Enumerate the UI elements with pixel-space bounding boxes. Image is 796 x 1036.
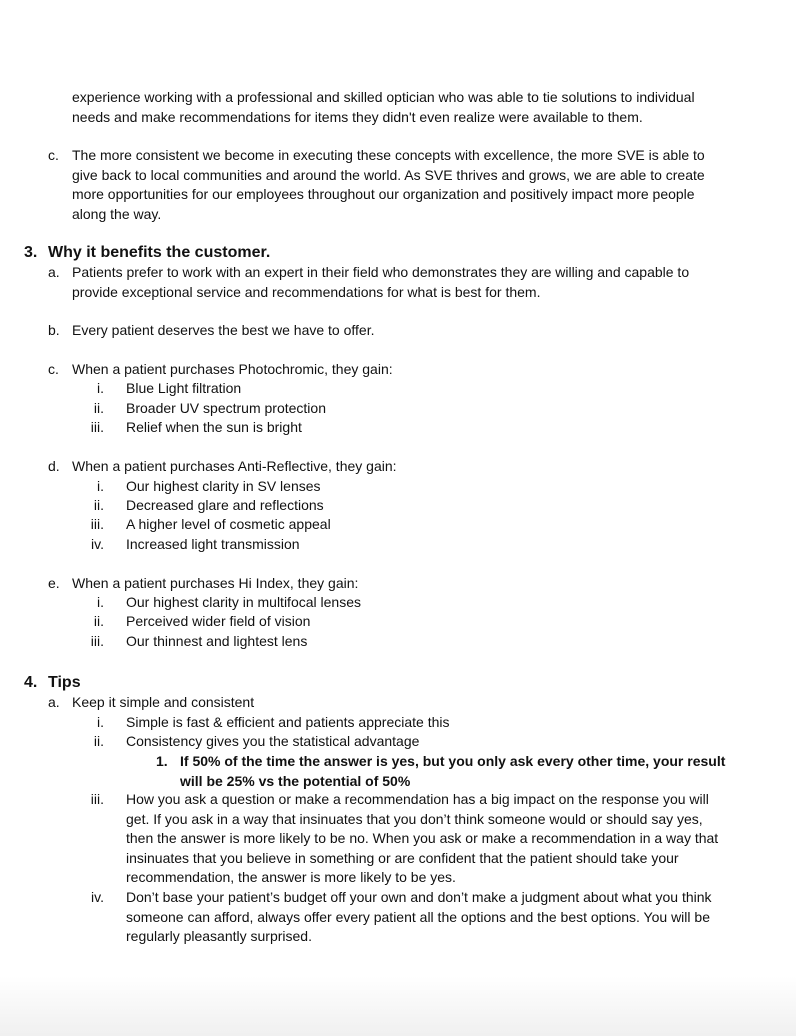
list-item-text: Decreased glare and reflections: [126, 497, 324, 513]
list-marker: e.: [48, 575, 60, 591]
list-marker: iv.: [91, 889, 104, 905]
list-marker: ii.: [93, 400, 104, 416]
list-marker: d.: [48, 458, 60, 474]
list-marker: 4.: [24, 674, 38, 691]
list-item-text: experience working with a professional and skilled optician who was able to tie solutions to individual: [72, 89, 695, 105]
list-item-text: Every patient deserves the best we have to offer.: [72, 322, 375, 338]
list-item-text: someone can afford, always offer every patient all the options and the best options. You will be: [126, 908, 710, 925]
list-item-text: How you ask a question or make a recommendation has a big impact on the response you will: [126, 791, 709, 807]
list-marker: ii.: [93, 497, 104, 513]
list-marker: c.: [48, 147, 59, 163]
list-marker: i.: [97, 380, 104, 396]
list-item-text: needs and make recommendations for items they didn't even realize were available to them.: [72, 108, 643, 125]
list-item-text: give back to local communities and around the world. As SVE thrives and grows, we are able to create: [72, 166, 705, 183]
list-item-text: then the answer is more likely to be no. When you ask or make a recommendation in a way that: [126, 830, 719, 846]
list-marker: iii.: [90, 633, 104, 649]
list-item-text: Consistency gives you the statistical advantage: [126, 733, 420, 749]
list-marker: a.: [48, 264, 60, 280]
list-item-text: insinuates that you believe in something or are confident that the patient should take your: [126, 849, 679, 866]
list-item-text: will be 25% vs the potential of 50%: [180, 772, 411, 789]
list-item-text: Simple is fast & efficient and patients appreciate this: [126, 714, 450, 730]
section-heading: Tips: [48, 674, 81, 691]
list-marker: iii.: [90, 419, 104, 435]
list-item-text: Relief when the sun is bright: [126, 419, 302, 435]
list-item-text: Don’t base your patient’s budget off your own and don’t make a judgment about what you think: [126, 889, 712, 905]
list-item-text: more opportunities for our employees throughout our organization and positively impact more people: [72, 186, 695, 202]
list-item-text: Keep it simple and consistent: [72, 694, 255, 710]
list-marker: iii.: [90, 791, 104, 807]
list-marker: i.: [97, 714, 104, 730]
list-item-text: The more consistent we become in executing these concepts with excellence, the more SVE is able to: [72, 147, 705, 163]
list-item-text: Increased light transmission: [126, 536, 300, 552]
list-marker: i.: [97, 594, 104, 610]
list-item-text: regularly pleasantly surprised.: [126, 928, 312, 944]
list-marker: i.: [97, 478, 104, 494]
list-item-text: Our highest clarity in SV lenses: [126, 478, 321, 494]
list-item-text: provide exceptional service and recommendations for what is best for them.: [72, 283, 541, 300]
list-item-text: Our thinnest and lightest lens: [126, 633, 308, 649]
list-item-text: When a patient purchases Anti-Reflective, they gain:: [72, 458, 397, 474]
list-marker: iii.: [90, 516, 104, 532]
list-marker: ii.: [93, 733, 104, 749]
list-item-text: When a patient purchases Hi Index, they gain:: [72, 575, 359, 591]
list-item-text: recommendation, the answer is more likely to be yes.: [126, 869, 456, 885]
list-item-text: When a patient purchases Photochromic, they gain:: [72, 361, 393, 377]
list-item-text: A higher level of cosmetic appeal: [126, 516, 331, 532]
list-item-text: Blue Light filtration: [126, 380, 242, 396]
list-item-text: along the way.: [72, 205, 162, 222]
list-item-text: Our highest clarity in multifocal lenses: [126, 594, 361, 610]
list-item-text: get. If you ask in a way that insinuates that you don’t think someone would or should say yes,: [126, 810, 703, 827]
list-marker: c.: [48, 361, 59, 377]
list-marker: 3.: [24, 244, 38, 261]
section-heading: Why it benefits the customer.: [48, 244, 271, 261]
list-marker: 1.: [156, 753, 168, 769]
list-marker: iv.: [91, 536, 104, 552]
page-bottom-shadow: [0, 976, 796, 1036]
list-item-text: If 50% of the time the answer is yes, but you only ask every other time, your result: [180, 753, 726, 769]
list-marker: b.: [48, 322, 60, 338]
list-item-text: Perceived wider field of vision: [126, 613, 311, 629]
list-item-text: Patients prefer to work with an expert in their field who demonstrates they are willing and capable to: [72, 264, 690, 280]
list-marker: a.: [48, 694, 60, 710]
list-marker: ii.: [93, 613, 104, 629]
list-item-text: Broader UV spectrum protection: [126, 400, 326, 416]
